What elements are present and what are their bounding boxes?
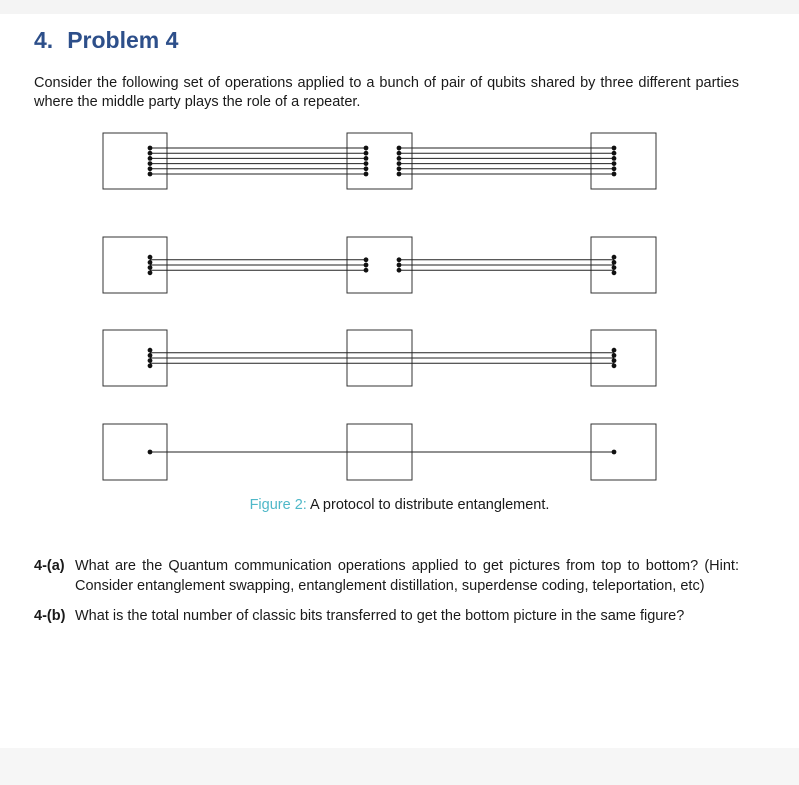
qubit-dot-right <box>612 146 617 151</box>
qubit-dot-repeater-left <box>364 151 369 156</box>
question-4a <box>34 556 739 596</box>
qubit-dot-left <box>148 358 153 363</box>
qubit-dot-repeater-right <box>397 172 402 177</box>
question-label: 4-(b) <box>34 608 66 624</box>
question-text: What are the Quantum communication operations applied to get pictures from top to bottom? (Hint: Consider entanglement swapping, entanglement distillation, superdense coding, teleportation, etc) <box>75 558 739 594</box>
qubit-dot-right <box>612 260 617 265</box>
question-label: 4-(a) <box>34 558 65 574</box>
qubit-dot-right <box>612 166 617 171</box>
figure-label: Figure 2: <box>249 497 307 513</box>
qubit-dot-left <box>148 265 153 270</box>
qubit-dot-repeater-right <box>397 161 402 166</box>
qubit-dot-right <box>612 156 617 161</box>
qubit-dot-repeater-left <box>364 172 369 177</box>
qubit-dot-right <box>612 161 617 166</box>
qubit-dot-right <box>612 255 617 260</box>
qubit-dot-right <box>612 270 617 275</box>
section-heading <box>34 27 178 54</box>
top-margin-bar <box>0 0 799 14</box>
qubit-dot-repeater-left <box>364 257 369 262</box>
right-party-box <box>591 133 656 189</box>
qubit-dot-right <box>612 450 617 455</box>
qubit-dot-repeater-left <box>364 268 369 273</box>
qubit-dot-repeater-right <box>397 146 402 151</box>
qubit-dot-repeater-right <box>397 156 402 161</box>
qubit-dot-right <box>612 172 617 177</box>
qubit-dot-repeater-left <box>364 161 369 166</box>
question-text: What is the total number of classic bits transferred to get the bottom picture in the same figure? <box>75 608 685 624</box>
qubit-dot-right <box>612 151 617 156</box>
qubit-dot-repeater-right <box>397 268 402 273</box>
qubit-dot-left <box>148 450 153 455</box>
qubit-dot-left <box>148 363 153 368</box>
qubit-dot-left <box>148 146 153 151</box>
left-party-box <box>103 133 167 189</box>
qubit-dot-left <box>148 255 153 260</box>
qubit-dot-repeater-left <box>364 146 369 151</box>
entanglement-figure <box>0 125 799 490</box>
repeater-box <box>347 133 412 189</box>
qubit-dot-right <box>612 348 617 353</box>
figure-caption <box>0 497 799 513</box>
qubit-dot-repeater-right <box>397 151 402 156</box>
qubit-dot-repeater-left <box>364 166 369 171</box>
qubit-dot-right <box>612 358 617 363</box>
intro-paragraph: Consider the following set of operations applied to a bunch of pair of qubits shared by three different parties where the middle party plays the role of a repeater. <box>34 75 739 110</box>
qubit-dot-left <box>148 260 153 265</box>
qubit-dot-right <box>612 353 617 358</box>
qubit-dot-left <box>148 156 153 161</box>
qubit-dot-repeater-right <box>397 166 402 171</box>
qubit-dot-repeater-right <box>397 257 402 262</box>
qubit-dot-left <box>148 172 153 177</box>
qubit-dot-repeater-right <box>397 263 402 268</box>
bottom-margin-bar <box>0 748 799 785</box>
qubit-dot-left <box>148 348 153 353</box>
section-number: 4. <box>34 27 54 53</box>
question-4b <box>34 606 739 626</box>
section-title: Problem 4 <box>67 27 179 53</box>
qubit-dot-left <box>148 353 153 358</box>
qubit-dot-right <box>612 363 617 368</box>
question-list <box>34 556 739 636</box>
qubit-dot-right <box>612 265 617 270</box>
qubit-dot-left <box>148 151 153 156</box>
qubit-dot-left <box>148 270 153 275</box>
qubit-dot-left <box>148 166 153 171</box>
qubit-dot-repeater-left <box>364 263 369 268</box>
figure-caption-text: A protocol to distribute entanglement. <box>310 497 550 513</box>
qubit-dot-repeater-left <box>364 156 369 161</box>
qubit-dot-left <box>148 161 153 166</box>
